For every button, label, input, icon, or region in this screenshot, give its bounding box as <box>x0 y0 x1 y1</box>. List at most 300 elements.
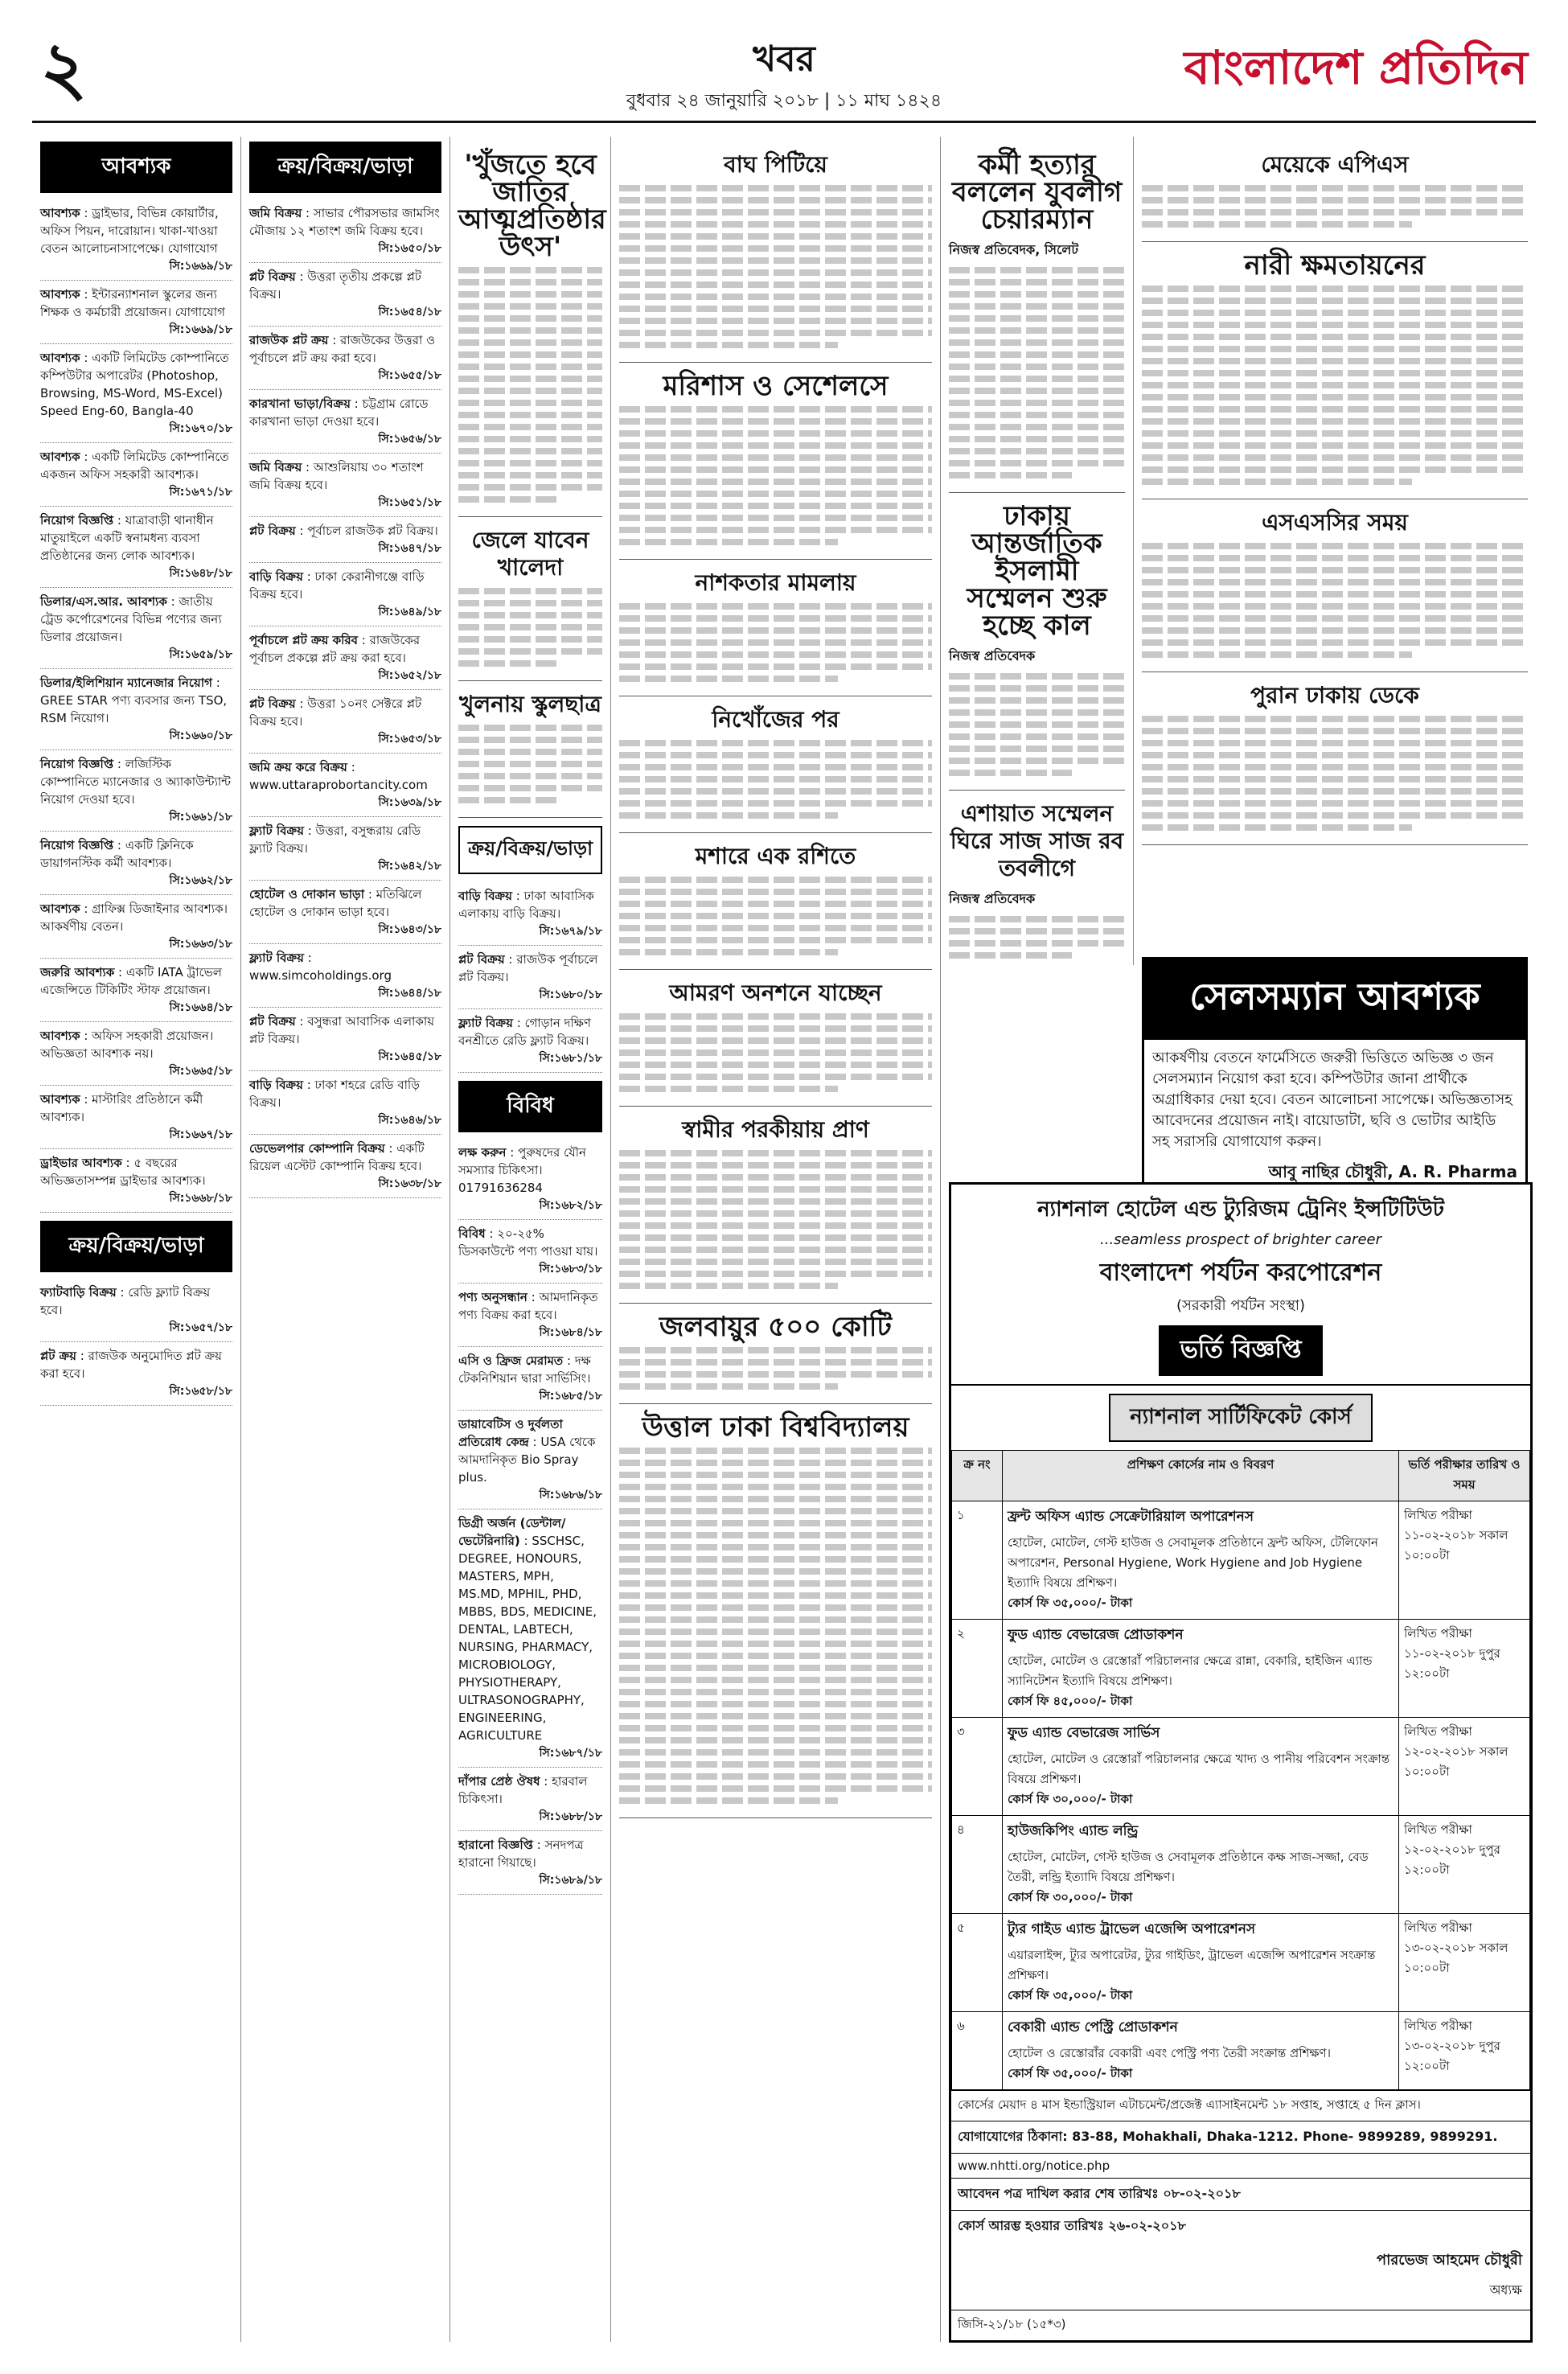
classified-ad <box>40 1086 232 1149</box>
classified-text: ঢাকা আবাসিক এলাকায় বাড়ি বিক্রয়। <box>458 889 594 921</box>
course-row <box>952 1914 1530 2012</box>
story-body <box>1142 716 1528 845</box>
classified-ref: সি:১৬৮৪/১৮ <box>539 1326 602 1339</box>
course-description: হোটেল, মোটেল ও রেস্তোরাঁ পরিচালনার ক্ষেত্রে রান্না, বেকারি, হাইজিন এ্যান্ড স্যানিটেশন ইত্যাদি বিষয়ে প্রশিক্ষণ। <box>1008 1653 1373 1688</box>
classified-ad <box>40 199 232 281</box>
classified-ad <box>249 817 441 881</box>
course-description: হোটেল, মোটেল ও রেস্তোরাঁ পরিচালনার ক্ষেত্রে খাদ্য ও পানীয় পরিবেশন সংক্রান্ত বিষয়ে প্রশিক্ষণ। <box>1008 1752 1390 1786</box>
course-table <box>951 1450 1530 2090</box>
headline: মশারে এক রশিতে <box>695 843 856 869</box>
separator: : <box>350 396 363 411</box>
classified-ad <box>40 832 232 895</box>
story-body <box>458 725 602 818</box>
story-body <box>619 1013 932 1107</box>
classified-ref: সি:১৬৪৯/১৮ <box>378 606 441 618</box>
classified-column-1 <box>32 137 241 2342</box>
separator: : <box>302 460 314 474</box>
classified-ad <box>249 754 441 817</box>
separator: : <box>328 333 341 347</box>
exam-schedule: লিখিত পরীক্ষা ১৩-০২-২০১৮ দুপুর ১২:০০টা <box>1399 2012 1530 2090</box>
course-fee: কোর্স ফি ৩৫,০০০/- টাকা <box>1008 1596 1133 1610</box>
classified-ref: সি:১৬৪৬/১৮ <box>378 1114 441 1127</box>
classified-ref: সি:১৬৮৭/১৮ <box>539 1747 602 1760</box>
classified-ref: সি:১৬৮৯/১৮ <box>539 1874 602 1887</box>
classified-ref: সি:১৬৫০/১৮ <box>378 242 441 255</box>
classified-category: আবশ্যক <box>40 1029 80 1043</box>
separator: : <box>302 569 315 584</box>
classified-category: ডিলার/এস.আর. আবশ্যক <box>40 594 167 609</box>
classified-ad <box>249 327 441 390</box>
classified-ad <box>458 1411 602 1509</box>
byline: নিজস্ব প্রতিবেদক, সিলেট <box>949 242 1079 257</box>
classified-text: সনদপত্র হারানো গিয়াছে। <box>458 1838 584 1870</box>
classified-banner-wanted: আবশ্যক <box>40 142 232 193</box>
classified-ref: সি:১৬৭১/১৮ <box>169 486 232 499</box>
signer-title: অধ্যক্ষ <box>1489 2282 1522 2298</box>
classified-ref: সি:১৬৫৮/১৮ <box>169 1385 232 1398</box>
separator: : <box>114 965 126 980</box>
separator: : <box>303 824 316 838</box>
masthead-logo: বাংলাদেশ প্রতিদিন <box>1184 40 1528 95</box>
headline: নিখোঁজের পর <box>712 706 839 733</box>
course-number: ৪ <box>952 1816 1003 1914</box>
separator: : <box>347 760 355 774</box>
separator: : <box>528 1435 541 1449</box>
classified-ad <box>458 1347 602 1411</box>
classified-ad <box>249 199 441 263</box>
course-fee: কোর্স ফি ৩০,০০০/- টাকা <box>1008 1792 1133 1806</box>
table-header-row <box>952 1451 1530 1501</box>
classified-banner-misc: বিবিধ <box>458 1081 602 1132</box>
classified-ref: সি:১৬৭০/১৮ <box>169 422 232 435</box>
classified-ad <box>40 959 232 1022</box>
exam-schedule: লিখিত পরীক্ষা ১১-০২-২০১৮ সকাল ১০:০০টা <box>1399 1501 1530 1620</box>
story-body <box>1142 543 1528 672</box>
classified-category: আবশ্যক <box>40 450 80 464</box>
section-title: খবর <box>753 39 815 80</box>
classified-ref: সি:১৬৮১/১৮ <box>539 1052 602 1065</box>
classified-text: লজিস্টিক কোম্পানিতে ম্যানেজার ও অ্যাকাউন্ট্যান্ট নিয়োগ দেওয়া হবে। <box>40 757 232 807</box>
news-column-5 <box>941 137 1134 965</box>
story-body <box>458 267 602 517</box>
classified-text: রাজউকের উত্তরা ও পূর্বাচলে প্লট ক্রয় করা হবে। <box>249 333 436 365</box>
classified-ref: সি:১৬৮৫/১৮ <box>539 1390 602 1403</box>
classified-category: প্লট বিক্রয় <box>249 696 296 711</box>
classified-category: ডেভেলপার কোম্পানি বিক্রয় <box>249 1141 385 1156</box>
story-body <box>619 406 932 560</box>
page-number: ২ <box>40 26 88 111</box>
separator: : <box>166 594 179 609</box>
exam-schedule: লিখিত পরীক্ষা ১২-০২-২০১৮ সকাল ১০:০০টা <box>1399 1718 1530 1816</box>
classified-text: হারবাল চিকিৎসা। <box>458 1774 588 1806</box>
exam-schedule: লিখিত পরীক্ষা ১৩-০২-২০১৮ সকাল ১০:০০টা <box>1399 1914 1530 2012</box>
classified-ad <box>458 882 602 946</box>
separator: : <box>211 676 220 690</box>
classified-ref: সি:১৬৬৯/১৮ <box>169 260 232 273</box>
separator: : <box>116 1285 129 1300</box>
classified-ref: সি:১৬৮০/১৮ <box>539 988 602 1001</box>
ad-signature: আবু নাছির চৌধুরী, A. R. Pharma <box>1268 1162 1517 1181</box>
website-link[interactable]: www.nhtti.org/notice.php <box>951 2153 1530 2178</box>
classified-ref: সি:১৬৬১/১৮ <box>169 811 232 824</box>
separator: : <box>295 696 308 711</box>
classified-text: সাভার পৌরসভার জামসিং মৌজায় ১২ শতাংশ জমি বিক্রয় হবে। <box>249 206 440 238</box>
classified-banner-sale: ক্রয়/বিক্রয়/ভাড়া <box>40 1221 232 1272</box>
course-description: হোটেল, মোটেল, গেস্ট হাউজ ও সেবামূলক প্রতিষ্ঠানে কক্ষ সাজ-সজ্জা, বেড তৈরী, লন্ড্রি ইত্যাদি বিষয়ে প্রশিক্ষণ। <box>1008 1850 1369 1884</box>
classified-category: ডিলার/ইলিশিয়ান ম্যানেজার নিয়োগ <box>40 676 212 690</box>
classified-ref: সি:১৬৪৩/১৮ <box>378 923 441 936</box>
separator: : <box>358 633 370 647</box>
classified-category: জরুরি আবশ্যক <box>40 965 115 980</box>
tagline: ...seamless prospect of brighter career <box>1100 1231 1381 1248</box>
separator: : <box>563 1353 575 1368</box>
course-name: ফুড এ্যান্ড বেভারেজ প্রোডাকশন <box>1008 1627 1184 1643</box>
headline: জলবায়ুর ৫০০ কোটি <box>659 1311 892 1343</box>
separator: : <box>295 269 308 284</box>
classified-ref: সি:১৬৫৫/১৮ <box>378 369 441 382</box>
classified-ad <box>40 443 232 507</box>
byline: নিজস্ব প্রতিবেদক <box>949 891 1036 906</box>
classified-ref: সি:১৬৭৯/১৮ <box>539 925 602 938</box>
column-header: প্রশিক্ষণ কোর্সের নাম ও বিবরণ <box>1003 1451 1399 1501</box>
headline: পুরান ঢাকায় ডেকে <box>1250 682 1419 709</box>
classified-text: ঢাকা কেরানীগঞ্জে বাড়ি বিক্রয় হবে। <box>249 569 425 602</box>
classified-category: হারানো বিজ্ঞপ্তি <box>458 1838 533 1852</box>
story-body <box>1142 285 1528 499</box>
classified-list <box>40 1279 232 1406</box>
course-number: ৫ <box>952 1914 1003 2012</box>
separator: : <box>295 524 308 538</box>
course-row <box>952 2012 1530 2090</box>
classified-text: আমদানিকৃত পণ্য বিক্রয় করা হবে। <box>458 1290 598 1322</box>
classified-category: প্লট বিক্রয় <box>249 1014 296 1029</box>
classified-banner-sale: ক্রয়/বিক্রয়/ভাড়া <box>249 142 441 193</box>
classified-text: উত্তরা তৃতীয় প্রকল্পে প্লট বিক্রয়। <box>249 269 422 302</box>
classified-ad <box>458 1009 602 1073</box>
classified-ad <box>40 1279 232 1342</box>
classified-text: রেডি ফ্ল্যাট বিক্রয় হবে। <box>40 1285 211 1317</box>
course-start-date: কোর্স আরম্ভ হওয়ার তারিখঃ ২৬-০২-২০১৮ <box>951 2210 1530 2242</box>
classified-ref: সি:১৬৪৫/১৮ <box>378 1050 441 1063</box>
classified-text: মাস্টারিং প্রতিষ্ঠানে কর্মী আবশ্যক। <box>40 1092 203 1124</box>
separator: : <box>485 1226 498 1241</box>
notice-title: ভর্তি বিজ্ঞপ্তি <box>1159 1325 1322 1376</box>
classified-category: ডায়াবেটিস ও দুর্বলতা প্রতিরোধ কেন্দ্র <box>458 1417 563 1449</box>
classified-ad <box>249 881 441 944</box>
ad-header <box>951 1185 1530 1386</box>
headline: 'খুঁজতে হবে জাতির আত্মপ্রতিষ্ঠার উৎস' <box>458 149 606 263</box>
news-column-4 <box>611 137 941 2342</box>
course-number: ৬ <box>952 2012 1003 2090</box>
story-body <box>458 588 602 681</box>
course-row <box>952 1620 1530 1718</box>
classified-ref: সি:১৬৩৮/১৮ <box>378 1177 441 1190</box>
classified-text: একটি রিয়েল এস্টেট কোম্পানি বিক্রয় হবে। <box>249 1141 425 1173</box>
separator: : <box>384 1141 397 1156</box>
classified-category: আবশ্যক <box>40 206 80 220</box>
course-description: হোটেল ও রেস্তোরাঁর বেকারী এবং পেস্ট্রি পণ্য তৈরী সংক্রান্ত প্রশিক্ষণ। <box>1008 2046 1331 2060</box>
classified-ad <box>249 563 441 626</box>
classified-ad <box>40 344 232 443</box>
course-number: ৩ <box>952 1718 1003 1816</box>
separator: : <box>113 838 125 852</box>
headline: মেয়েকে এপিএস <box>1261 151 1409 178</box>
course-details <box>1003 1914 1399 2012</box>
classified-text: ৫ বছরের অভিজ্ঞতাসম্পন্ন ড্রাইভার আবশ্যক। <box>40 1156 206 1188</box>
classified-text: বসুন্ধরা আবাসিক এলাকায় প্লট বিক্রয়। <box>249 1014 435 1046</box>
classified-category: ড্রাইভার আবশ্যক <box>40 1156 122 1170</box>
classified-ad <box>458 1220 602 1284</box>
course-title: ন্যাশনাল সার্টিফিকেট কোর্স <box>951 1394 1530 1442</box>
classified-text: একটি লিমিটেড কোম্পানিতে কম্পিউটার অপারেটর (Photoshop, Browsing, MS-Word, MS-Excel) Speed Eng-60, Bangla-40 <box>40 351 229 418</box>
classified-ref: সি:১৬৩৯/১৮ <box>378 796 441 809</box>
classified-category: প্লট বিক্রয় <box>249 524 296 538</box>
classified-category: আবশ্যক <box>40 287 80 302</box>
classified-category: রাজউক প্লট ক্রয় <box>249 333 329 347</box>
contact-address: যোগাযোগের ঠিকানা: 83-88, Mohakhali, Dhaka-1212. Phone- 9899289, 9899291. <box>951 2121 1530 2153</box>
application-deadline: আবেদন পত্র দাখিল করার শেষ তারিখঃ ০৮-০২-২০১৮ <box>951 2178 1530 2210</box>
separator: : <box>80 902 92 916</box>
classified-ref: সি:১৬৬৫/১৮ <box>169 1065 232 1078</box>
course-row <box>952 1718 1530 1816</box>
separator: : <box>113 513 125 528</box>
classified-list <box>458 1139 602 1895</box>
classified-category: প্লট বিক্রয় <box>458 952 505 967</box>
classified-ad <box>40 588 232 669</box>
headline: খুলনায় স্কুলছাত্র <box>458 691 602 717</box>
separator: : <box>511 889 524 903</box>
classified-ad <box>249 454 441 517</box>
classified-list <box>40 199 232 1213</box>
classified-ad <box>249 390 441 454</box>
classified-category: প্লট ক্রয় <box>40 1349 77 1363</box>
classified-text: ইন্টারন্যাশনাল স্কুলের জন্য শিক্ষক ও কর্মচারী প্রয়োজন। যোগাযোগ <box>40 287 225 319</box>
headline: নারী ক্ষমতায়নের <box>1244 249 1426 281</box>
story-body <box>619 185 932 363</box>
separator: : <box>80 450 92 464</box>
classified-ad <box>40 1149 232 1213</box>
story-body <box>619 1448 932 1818</box>
classified-ad <box>249 626 441 690</box>
classified-ad <box>40 1022 232 1086</box>
classified-ref: সি:১৬৪৮/১৮ <box>169 567 232 580</box>
classified-text: গোড়ান দক্ষিণ বনশ্রীতে রেডি ফ্ল্যাট বিক্রয়। <box>458 1016 591 1048</box>
course-description: এয়ারলাইন্স, ট্যুর অপারেটর, ট্যুর গাইডিং, ট্রাভেল এজেন্সি অপারেশন সংক্রান্ত প্রশিক্ষণ। <box>1008 1948 1376 1982</box>
classified-ref: সি:১৬৬৮/১৮ <box>169 1192 232 1205</box>
classified-ref: সি:১৬৪২/১৮ <box>378 860 441 873</box>
corporation-name: বাংলাদেশ পর্যটন করপোরেশন <box>1099 1259 1382 1287</box>
classified-ad <box>458 1509 602 1768</box>
course-name: ফুড এ্যান্ড বেভারেজ সার্ভিস <box>1008 1725 1160 1741</box>
classified-ref: সি:১৬৮২/১৮ <box>539 1199 602 1212</box>
separator: : <box>540 1774 552 1789</box>
classified-text: অফিস সহকারী প্রয়োজন। অভিজ্ঞতা আবশ্যক নয়। <box>40 1029 214 1061</box>
classified-text: ২০-২৫% ডিসকাউন্টে পণ্য পাওয়া যায়। <box>458 1226 598 1259</box>
course-details <box>1003 1620 1399 1718</box>
classified-text: SSCHSC, DEGREE, HONOURS, MASTERS, MPH, MS.MD, MPHIL, PHD, MBBS, BDS, MEDICINE, DENTAL, LABTECH, NURSING, PHARMACY, MICROBIOLOGY, PHYSIOTHERAPY, ULTRASONOGRAPHY, ENGINEERING, AGRICULTURE <box>458 1534 597 1743</box>
separator: : <box>302 206 314 220</box>
headline: জেলে যাবেন খালেদা <box>471 527 589 581</box>
classified-list <box>458 882 602 1073</box>
classified-text: উত্তরা ১০নং সেক্টরে প্লট বিক্রয় হবে। <box>249 696 422 729</box>
classified-ref: সি:১৬৪৭/১৮ <box>378 542 441 555</box>
course-number: ১ <box>952 1501 1003 1620</box>
classified-category: দাঁপার প্রেষ্ঠ ঔষধ <box>458 1774 540 1789</box>
course-fee: কোর্স ফি ৩৫,০০০/- টাকা <box>1008 1988 1133 2002</box>
classified-ref: সি:১৬৫৩/১৮ <box>378 733 441 745</box>
separator: : <box>527 1290 540 1304</box>
classified-category: পণ্য অনুসন্ধান <box>458 1290 527 1304</box>
course-details <box>1003 1816 1399 1914</box>
classified-category: ফ্যাটবাড়ি বিক্রয় <box>40 1285 117 1300</box>
story-body <box>949 267 1125 493</box>
separator: : <box>80 1029 92 1043</box>
separator: : <box>512 1016 525 1030</box>
classified-text: একটি লিমিটেড কোম্পানিতে একজন অফিস সহকারী আবশ্যক। <box>40 450 229 482</box>
classified-text: GREE STAR পণ্য ব্যবসার জন্য TSO, RSM নিয়োগ। <box>40 693 228 725</box>
classified-ref: সি:১৬৪৪/১৮ <box>378 987 441 1000</box>
headline: মরিশাস ও সেশেলসে <box>663 370 889 402</box>
dateline: বুধবার ২৪ জানুয়ারি ২০১৮ | ১১ মাঘ ১৪২৪ <box>626 91 942 111</box>
classified-ref: সি:১৬৬৯/১৮ <box>169 323 232 336</box>
classified-text: রাজউকের পূর্বাচল প্রকল্পে প্লট ক্রয় করা হবে। <box>249 633 421 665</box>
story-body <box>1142 185 1528 242</box>
story-body <box>619 1150 932 1304</box>
story-body <box>619 603 932 696</box>
classified-ref: সি:১৬৫৪/১৮ <box>378 306 441 318</box>
classified-ad <box>40 669 232 750</box>
separator: : <box>364 887 376 902</box>
headline: নাশকতার মামলায় <box>695 569 856 596</box>
exam-schedule: লিখিত পরীক্ষা ১২-০২-২০১৮ দুপুর ১২:০০টা <box>1399 1816 1530 1914</box>
classified-text: পূর্বাচল রাজউক প্লট বিক্রয়। <box>307 524 438 538</box>
classified-ad <box>40 1342 232 1406</box>
classified-ref: সি:১৬৬৪/১৮ <box>169 1001 232 1014</box>
institute-name: ন্যাশনাল হোটেল এন্ড ট্যুরিজম ট্রেনিং ইন্সটিটিউট <box>1037 1197 1444 1222</box>
classified-ref: সি:১৬৬৩/১৮ <box>169 938 232 951</box>
classified-ad <box>40 750 232 832</box>
classified-list <box>249 199 441 1198</box>
duration-note: কোর্সের মেয়াদ ৪ মাস ইন্ডাস্ট্রিয়াল এটাচমেন্ট/প্রজেক্ট এ্যাসাইনমেন্ট ১৮ সপ্তাহ, সপ্তাহে ৫ দিন ক্লাস। <box>951 2090 1530 2121</box>
classified-category: আবশ্যক <box>40 902 80 916</box>
classified-ad <box>40 507 232 588</box>
story-body <box>619 740 932 833</box>
classified-ref: সি:১৬৮৬/১৮ <box>539 1489 602 1501</box>
ad-reference: জিসি-২১/১৮ (১৫*৩) <box>951 2310 1530 2340</box>
classified-category: লক্ষ করুন <box>458 1145 507 1160</box>
course-name: হাউজকিপিং এ্যান্ড লন্ড্রি <box>1008 1823 1139 1839</box>
classified-category: ডিগ্রী অর্জন (ডেন্টাল/ভেটেরিনারি) <box>458 1516 566 1548</box>
separator: : <box>80 206 92 220</box>
classified-text: গ্রাফিক্স ডিজাইনার আবশ্যক। আকর্ষণীয় বেতন। <box>40 902 228 934</box>
classified-ad <box>249 944 441 1008</box>
classified-ad <box>249 263 441 327</box>
classified-text: একটি ক্লিনিকে ডায়াগনস্টিক কর্মী আবশ্যক। <box>40 838 194 870</box>
course-details <box>1003 1718 1399 1816</box>
classified-text: দক্ষ টেকনিশিয়ান দ্বারা সার্ভিসিং। <box>458 1353 591 1386</box>
classified-text: www.simcoholdings.org <box>249 968 392 983</box>
classified-category: আবশ্যক <box>40 351 80 365</box>
classified-ref: সি:১৬৫২/১৮ <box>378 669 441 682</box>
classified-category: হোটেল ও দোকান ভাড়া <box>249 887 365 902</box>
salesman-ad <box>1142 949 1528 1205</box>
classified-ad <box>458 946 602 1009</box>
classified-ad <box>249 517 441 563</box>
classified-ref: সি:১৬৮৮/১৮ <box>539 1810 602 1823</box>
course-description: হোটেল, মোটেল, গেস্ট হাউজ ও সেবামূলক প্রতিষ্ঠানে ফ্রন্ট অফিস, টেলিফোন অপারেশন, Personal Hygiene, Work Hygiene and Job Hygiene ইত্যাদি বিষয়ে প্রশিক্ষণ। <box>1008 1535 1379 1590</box>
news-column-3 <box>450 137 611 2342</box>
story-body <box>619 877 932 970</box>
course-name: ফ্রন্ট অফিস এ্যান্ড সেক্রেটারিয়াল অপারেশনস <box>1008 1509 1254 1525</box>
signer-name: পারভেজ আহমেদ চৌধুরী <box>1376 2252 1522 2269</box>
classified-category: কারখানা ভাড়া/বিক্রয় <box>249 396 351 411</box>
classified-category: বিবিধ <box>458 1226 486 1241</box>
classified-category: বাড়ি বিক্রয় <box>249 569 303 584</box>
course-row <box>952 1501 1530 1620</box>
headline: কর্মী হত্যার বললেন যুবলীগ চেয়ারম্যান <box>951 149 1123 236</box>
classified-text: একটি IATA ট্রাভেল এজেন্সিতে টিকিটিং স্টাফ প্রয়োজন। <box>40 965 222 997</box>
course-details <box>1003 2012 1399 2090</box>
classified-category: জমি বিক্রয় <box>249 206 302 220</box>
classified-category: ফ্ল্যাট বিক্রয় <box>249 824 304 838</box>
separator: : <box>295 1014 308 1029</box>
course-name: বেকারী এ্যান্ড পেস্ট্রি প্রোডাকশন <box>1008 2019 1178 2035</box>
classified-ad <box>40 281 232 344</box>
course-fee: কোর্স ফি ৩৫,০০০/- টাকা <box>1008 2066 1133 2080</box>
separator: : <box>504 952 517 967</box>
byline: নিজস্ব প্রতিবেদক <box>949 648 1036 663</box>
separator: : <box>533 1838 545 1852</box>
classified-text: জাতীয় ট্রেড কর্পোরেশনের বিভিন্ন পণ্যের জন্য ডিলার প্রয়োজন। <box>40 594 222 644</box>
classified-banner-sale: ক্রয়/বিক্রয়/ভাড়া <box>458 826 602 874</box>
separator: : <box>303 951 312 965</box>
classified-text: ঢাকা শহরে রেডি বাড়ি বিক্রয়। <box>249 1078 420 1110</box>
classified-category: নিয়োগ বিজ্ঞপ্তি <box>40 757 114 771</box>
separator: : <box>302 1078 315 1092</box>
page-header <box>32 24 1536 123</box>
course-details <box>1003 1501 1399 1620</box>
separator: : <box>80 1092 92 1107</box>
classified-ref: সি:১৬৬২/১৮ <box>169 874 232 887</box>
exam-schedule: লিখিত পরীক্ষা ১১-০২-২০১৮ দুপুর ১২:০০টা <box>1399 1620 1530 1718</box>
classified-text: পুরুষদের যৌন সমস্যার চিকিৎসা। 01791636284 <box>458 1145 586 1195</box>
headline: স্বামীর পরকীয়ায় প্রাণ <box>682 1116 869 1143</box>
classified-ref: সি:১৬৬০/১৮ <box>169 729 232 742</box>
classified-category: প্লট বিক্রয় <box>249 269 296 284</box>
headline: এসএসসির সময় <box>1262 509 1408 536</box>
classified-ad <box>249 1008 441 1071</box>
classified-text: রাজউক পূর্বাচলে প্লট বিক্রয়। <box>458 952 598 984</box>
classified-category: আবশ্যক <box>40 1092 80 1107</box>
classified-text: www.uttaraprobortancity.com <box>249 778 428 792</box>
story-body <box>949 916 1125 965</box>
separator: : <box>80 351 92 365</box>
course-fee: কোর্স ফি ৩০,০০০/- টাকা <box>1008 1890 1133 1904</box>
classified-text: উত্তরা, বসুন্ধরায় রেডি ফ্ল্যাট বিক্রয়। <box>249 824 421 856</box>
institute-admission-ad <box>949 1182 1533 2343</box>
course-fee: কোর্স ফি ৪৫,০০০/- টাকা <box>1008 1694 1133 1708</box>
classified-category: বাড়ি বিক্রয় <box>458 889 512 903</box>
classified-text: মতিঝিলে হোটেল ও দোকান ভাড়া হবে। <box>249 887 422 919</box>
classified-category: বাড়ি বিক্রয় <box>249 1078 303 1092</box>
course-number: ২ <box>952 1620 1003 1718</box>
classified-text: চট্টগ্রাম রোডে কারখানা ভাড়া দেওয়া হবে। <box>249 396 429 429</box>
column-header: ক্র নং <box>952 1451 1003 1501</box>
ad-body: আকর্ষণীয় বেতনে ফার্মেসিতে জরুরী ভিত্তিতে অভিজ্ঞ ৩ জন সেলসম্যান নিয়োগ করা হবে। কম্পিউটার জানা প্রার্থীকে অগ্রাধিকার দেয়া হবে। বেতন আলোচনা সাপেক্ষে। অভিজ্ঞতাসহ আবেদনের প্রয়োজন নাই। বায়োডাটা, ছবি ও ভোটার আইডি সহ সরাসরি যোগাযোগ করুন। <box>1152 1049 1513 1150</box>
classified-ad <box>458 1768 602 1831</box>
classified-category: পূর্বাচলে প্লট ক্রয় করিব <box>249 633 359 647</box>
headline: উত্তাল ঢাকা বিশ্ববিদ্যালয় <box>642 1411 909 1444</box>
